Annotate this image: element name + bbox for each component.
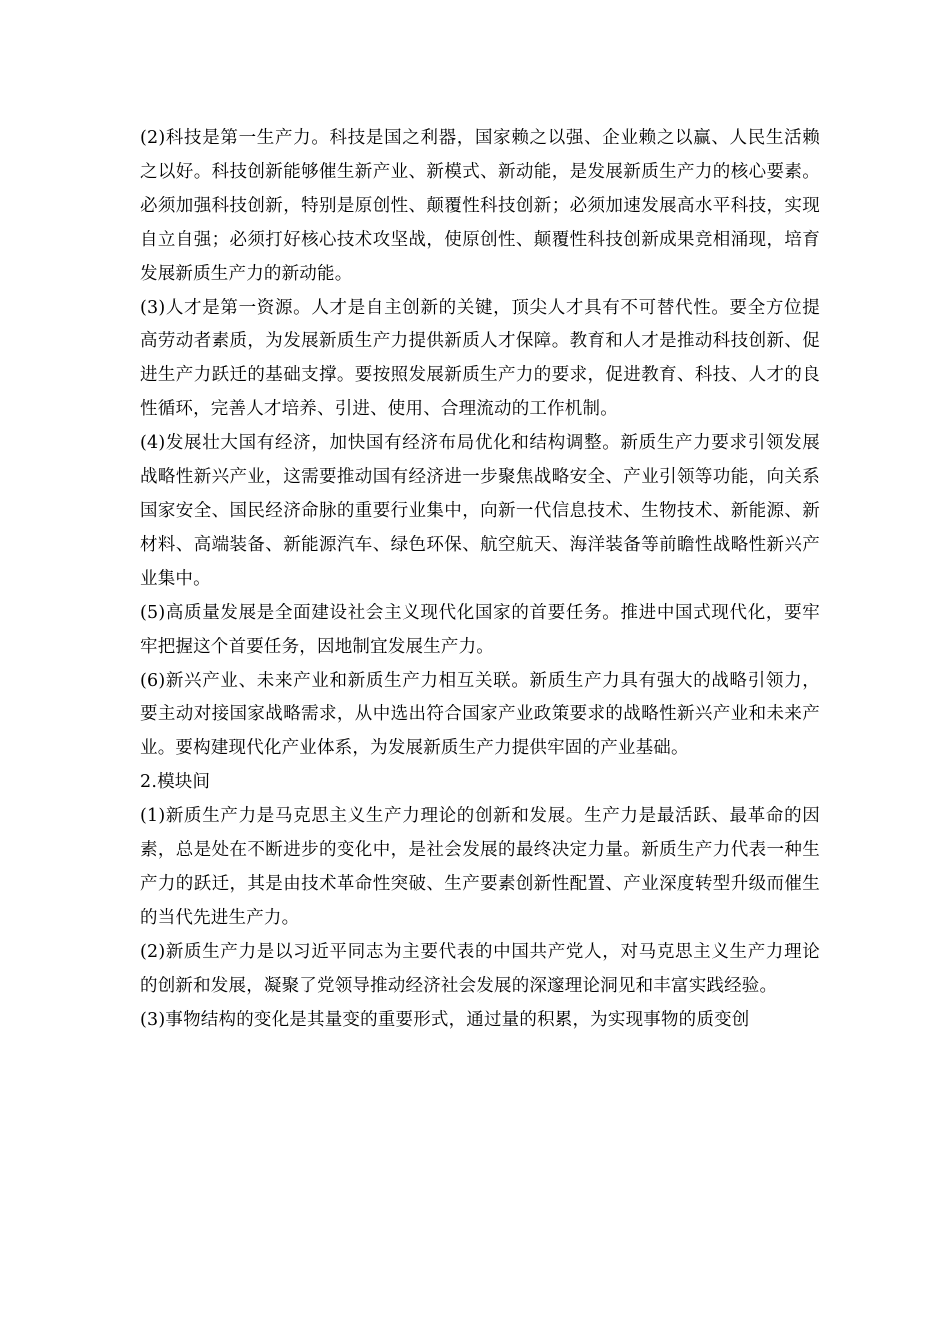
paragraph-emerging-industries: (6)新兴产业、未来产业和新质生产力相互关联。新质生产力具有强大的战略引领力，要主动对接国家战略需求，从中选出符合国家产业政策要求的战略性新兴产业和未来产业。要构建现代化产业体系，为发展新质生产力提供牢固的产业基础。 <box>140 670 820 759</box>
paragraph-state-economy: (4)发展壮大国有经济，加快国有经济布局优化和结构调整。新质生产力要求引领发展战略性新兴产业，这需要推动国有经济进一步聚焦战略安全、产业引领等功能，向关系国家安全、国民经济命脉的重要行业集中，向新一代信息技术、生物技术、新能源、新材料、高端装备、新能源汽车、绿色环保、航空航天、海洋装备等前瞻性战略性新兴产业集中。 <box>140 433 820 589</box>
paragraph-marxist-theory: (1)新质生产力是马克思主义生产力理论的创新和发展。生产力是最活跃、最革命的因素，总是处在不断进步的变化中，是社会发展的最终决定力量。新质生产力代表一种生产力的跃迁，其是由技术革命性突破、生产要素创新性配置、产业深度转型升级而催生的当代先进生产力。 <box>140 806 820 928</box>
paragraph-talent: (3)人才是第一资源。人才是自主创新的关键，顶尖人才具有不可替代性。要全方位提高劳动者素质，为发展新质生产力提供新质人才保障。教育和人才是推动科技创新、促进生产力跃迁的基础支撑。要按照发展新质生产力的要求，促进教育、科技、人才的良性循环，完善人才培养、引进、使用、合理流动的工作机制。 <box>140 297 820 420</box>
paragraph-science-technology: (2)科技是第一生产力。科技是国之利器，国家赖之以强、企业赖之以赢、人民生活赖之以好。科技创新能够催生新产业、新模式、新动能，是发展新质生产力的核心要素。必须加强科技创新，特别是原创性、颠覆性科技创新；必须加速发展高水平科技，实现自立自强；必须打好核心技术攻坚战，使原创性、颠覆性科技创新成果竞相涌现，培育发展新质生产力的新动能。 <box>140 128 820 284</box>
document-body <box>140 122 820 1037</box>
paragraph-party-innovation: (2)新质生产力是以习近平同志为主要代表的中国共产党人，对马克思主义生产力理论的创新和发展，凝聚了党领导推动经济社会发展的深邃理论洞见和丰富实践经验。 <box>140 941 820 996</box>
paragraph-structure-change: (3)事物结构的变化是其量变的重要形式，通过量的积累，为实现事物的质变创 <box>140 1009 750 1030</box>
paragraph-high-quality-development: (5)高质量发展是全面建设社会主义现代化国家的首要任务。推进中国式现代化，要牢牢把握这个首要任务，因地制宜发展生产力。 <box>140 602 820 657</box>
section-heading: 2.模块间 <box>140 772 211 793</box>
